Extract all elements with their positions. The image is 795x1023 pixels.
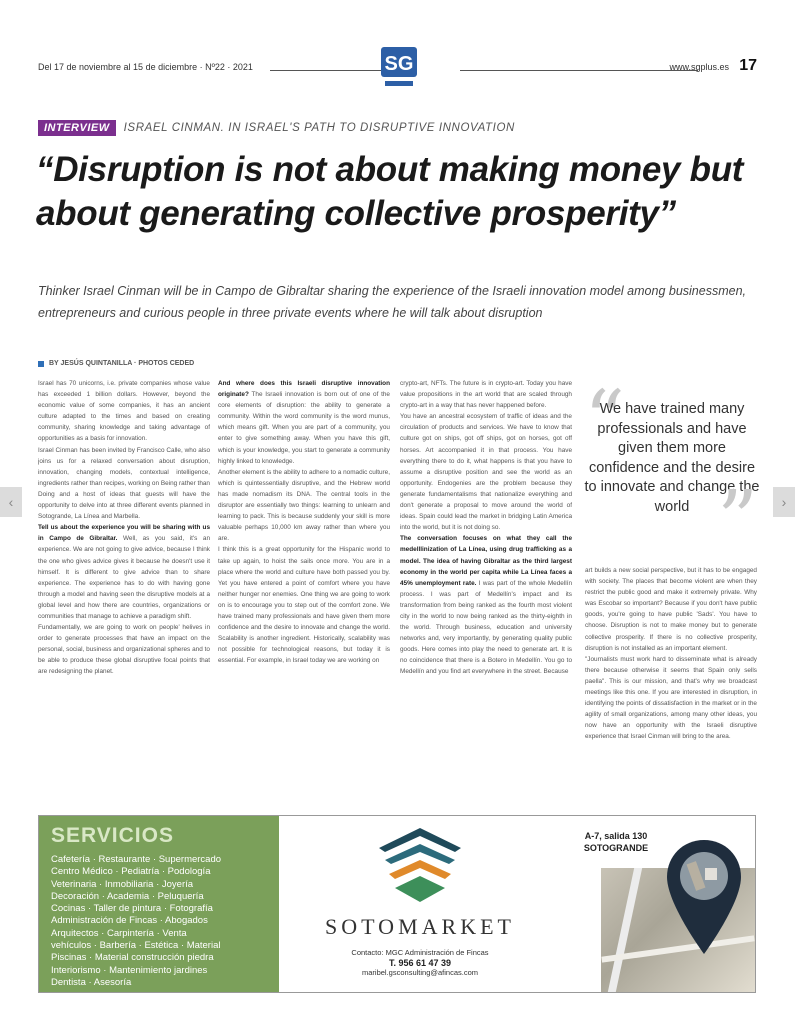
page-number: 17	[739, 57, 757, 74]
ad-service-line: Centro Médico · Pediatría · Podología	[51, 866, 211, 878]
ad-contact-name: Contacto: MGC Administración de Fincas	[351, 948, 489, 957]
pull-quote-text: We have trained many professionals and have given them more confidence and the desire to innovate and change the world	[584, 401, 760, 515]
paragraph	[38, 522, 210, 622]
ad-services-title: SERVICIOS	[51, 824, 174, 847]
headline: “Disruption is not about making money but about generating collective prosperity”	[36, 150, 744, 233]
paragraph: crypto-art, NFTs. The future is in crypto-art. Today you have value propositions in the art world that are scaled through crypto-art in a way that has never happened before.	[400, 380, 572, 410]
sotomarket-ad[interactable]	[38, 815, 756, 993]
article-column-2	[218, 378, 390, 808]
interview-answer: Well, as you said, it's an experience. We are not going to give advice, because I think the one who gives advice gives it because he doesn't use it himself. It is different to give advice than to share experience. The experience has to do with having gone through a model and having seen the disruptive models at a global level and how there are countries, organizations or communities that manage to achieve a paradigm shift.	[38, 535, 210, 620]
paragraph: art builds a new social perspective, but it has to be engaged with society. The places that become violent are when they restrict the public good and make it extremely private. Why was Escobar so important? Because if you don't have public goods, you're going to have public 'Sads'. You have to choose. Disruption is not to make money but to generate collective prosperity. If there is no collective prosperity, disruption is not installed as an important element.	[585, 567, 757, 652]
article-column-1	[38, 378, 210, 808]
interview-answer: The Israeli innovation is born out of one of the core elements of disruption: the ability to generate a community. Within the word community is the word munus, which means gift. When you are part of a community, you enter to give something away. When you have this gift, which is your knowledge, you start to generate a community highly linked to knowledge.	[218, 391, 390, 465]
paragraph: "Journalists must work hard to disseminate what is already there because otherwise it seems that Spain only sells paella". This is our mission, and that's why we broadcast meetings like this one. If you are interested in disruption, in identifying the points of dissatisfaction in the market or in the agility of small organizations, among many other ideas, you now have an opportunity with the Israeli disruptive experience that Israel Cinman will bring to the area.	[585, 655, 757, 741]
paragraph	[400, 533, 572, 677]
byline-square-icon	[38, 361, 44, 367]
logo-text: SG	[384, 53, 414, 75]
paragraph: Fundamentally, we are going to work on people' helives in order to generate processes that have an impact on the personal, social, business and organizational spheres and to be able to produce these global disruptive focal points that are redesigning the planet.	[38, 624, 210, 676]
map-pin-icon	[665, 838, 743, 958]
ad-location-panel	[561, 816, 755, 992]
paragraph: Another element is the ability to adhere to a nomadic culture, which is quintessentially disruptive, and the Hebrew world has made nomadism its DNA. The central tools in the disruptor are essentially two things: learning to unlearn and learning to pack. This is because suddenly your skill is more valuable perhaps 10,000 km away rather than where you are.	[218, 468, 390, 543]
paragraph: You have an ancestral ecosystem of traffic of ideas and the circulation of products and services. We have to know that culture got on ships, got off ships, got on horses, got off horses. Art accompanied it in that process. You have everything there to do it, what happens is that you have to assume a disruptive position and see the world as an opportunity. Endogenies are the problem because they generate fundamentalisms that nationalize everything and don't generate a proposal to move around the world of ideas. Spain could lead the market in bridging Latin America into the world, but it is not doing so.	[400, 413, 572, 532]
lede: Thinker Israel Cinman will be in Campo de Gibraltar sharing the experience of the Israeli innovation model among businessmen, entrepreneurs and curious people in three private events where he will talk about disruption	[38, 284, 747, 320]
ad-service-line: Interiorismo · Mantenimiento jardines	[51, 964, 208, 976]
quote-open-icon: “	[584, 373, 625, 466]
chevron-right-icon[interactable]: ›	[773, 487, 795, 517]
ad-brand-name: SOTOMARKET	[325, 914, 515, 939]
ad-service-line: vehículos · Barbería · Estética · Material	[51, 940, 221, 952]
chevron-left-icon[interactable]: ‹	[0, 487, 22, 517]
ad-service-line: Decoración · Academia · Peluquería	[51, 890, 204, 902]
ad-service-line: Dentista · Asesoría	[51, 976, 132, 988]
paragraph	[218, 378, 390, 467]
header-rule-right	[460, 70, 698, 71]
ad-brand-panel	[279, 816, 561, 992]
byline	[38, 360, 194, 367]
ad-service-line: Administración de Fincas · Abogados	[51, 915, 208, 927]
byline-text: BY JESÚS QUINTANILLA · PHOTOS CEDED	[49, 360, 195, 367]
ad-address-line: A-7, salida 130	[584, 831, 648, 841]
article-column-4	[585, 565, 757, 810]
ad-address-town: SOTOGRANDE	[583, 843, 649, 853]
kicker-text: ISRAEL CINMAN. IN ISRAEL'S PATH TO DISRUPTIVE INNOVATION	[123, 122, 515, 134]
paragraph: Israel has 70 unicorns, i.e. private companies whose value has exceeded 1 billion dollars. However, beyond the economic value of some companies, it has an ancient culture adapted to the times and based on creating community, sharing knowledge and taking advantage of opportunities as a basis for innovation.	[38, 380, 210, 443]
ad-service-line: Piscinas · Material construcción piedra	[51, 952, 214, 964]
interview-tag: INTERVIEW	[38, 120, 116, 136]
sotomarket-logo-icon	[375, 826, 465, 904]
ad-address	[561, 830, 671, 854]
ad-phone: T. 956 61 47 39	[388, 958, 452, 968]
interview-question: Tell us about the experience you will be sharing with us in Campo de Gibraltar.	[38, 524, 210, 543]
ad-email: maribel.gsconsulting@afincas.com	[362, 968, 478, 977]
paragraph: Israel Cinman has been invited by Francisco Calle, who also joins us for a relaxed conversation about disruption, innovation, changing models, contextual intelligence, ingredients rather than recipes, working on Being rather than Doing and a host of ideas that guests will have the opportunity to delve into at three different events planned in Sotogrande, La Línea and Marbella.	[38, 446, 210, 521]
site-url: www.sgplus.es	[669, 62, 729, 72]
interview-question: And where does this Israeli disruptive innovation originate?	[218, 380, 390, 399]
article-column-3	[400, 378, 572, 808]
pull-quote	[582, 373, 762, 566]
ad-service-line: Veterinaria · Inmobiliaria · Joyería	[51, 878, 194, 890]
sg-logo	[380, 45, 418, 91]
ad-services-list	[51, 854, 267, 989]
ad-service-line: Cafetería · Restaurante · Supermercado	[51, 854, 222, 865]
kicker	[38, 119, 515, 137]
ad-contact	[279, 948, 561, 978]
interview-answer: I was part of the whole Medellín process. I was part of Medellín's impact and its transformation from being ranked as the fourth most violent city in the world to now being ranked as the thirty-eighth in the world. Through business, education and university networks and, very importantly, by generating quality public goods. Here comes into play the need to generate art. It is no coincidence that there is a Botero in Medellín. You go to Medellín and you find art everywhere in the street. Because	[400, 579, 572, 676]
issue-date: Del 17 de noviembre al 15 de diciembre · Nº22 · 2021	[38, 62, 253, 72]
quote-close-icon: ”	[717, 473, 758, 566]
map-road	[608, 868, 642, 992]
paragraph: I think this is a great opportunity for the Hispanic world to take up again, to hoist the sails once more. You are in a place where the world and culture have both passed you by. Yet you have entered a point of comfort where you have neither hunger nor enemies. One thing we are going to work on is to encourage you to step out of the comfort zone. We have trained many professionals and have given them more confidence and the desire to innovate and change the world. Scalability is another ingredient. Historically, scalability was not possible for technological reasons, but today it is essential. For example, in Israel today we are working on	[218, 546, 390, 665]
ad-service-line: Cocinas · Taller de pintura · Fotografía	[51, 903, 213, 915]
interview-question: The conversation focuses on what they call the medelllinization of La Línea, using drug trafficking as a model. The idea of having Gibraltar as the third largest economy in the world per capita while La Línea faces a 45% unemployment rate.	[400, 535, 572, 587]
ad-service-line: Arquitectos · Carpintería · Venta	[51, 927, 187, 939]
ad-services-panel	[39, 816, 279, 992]
